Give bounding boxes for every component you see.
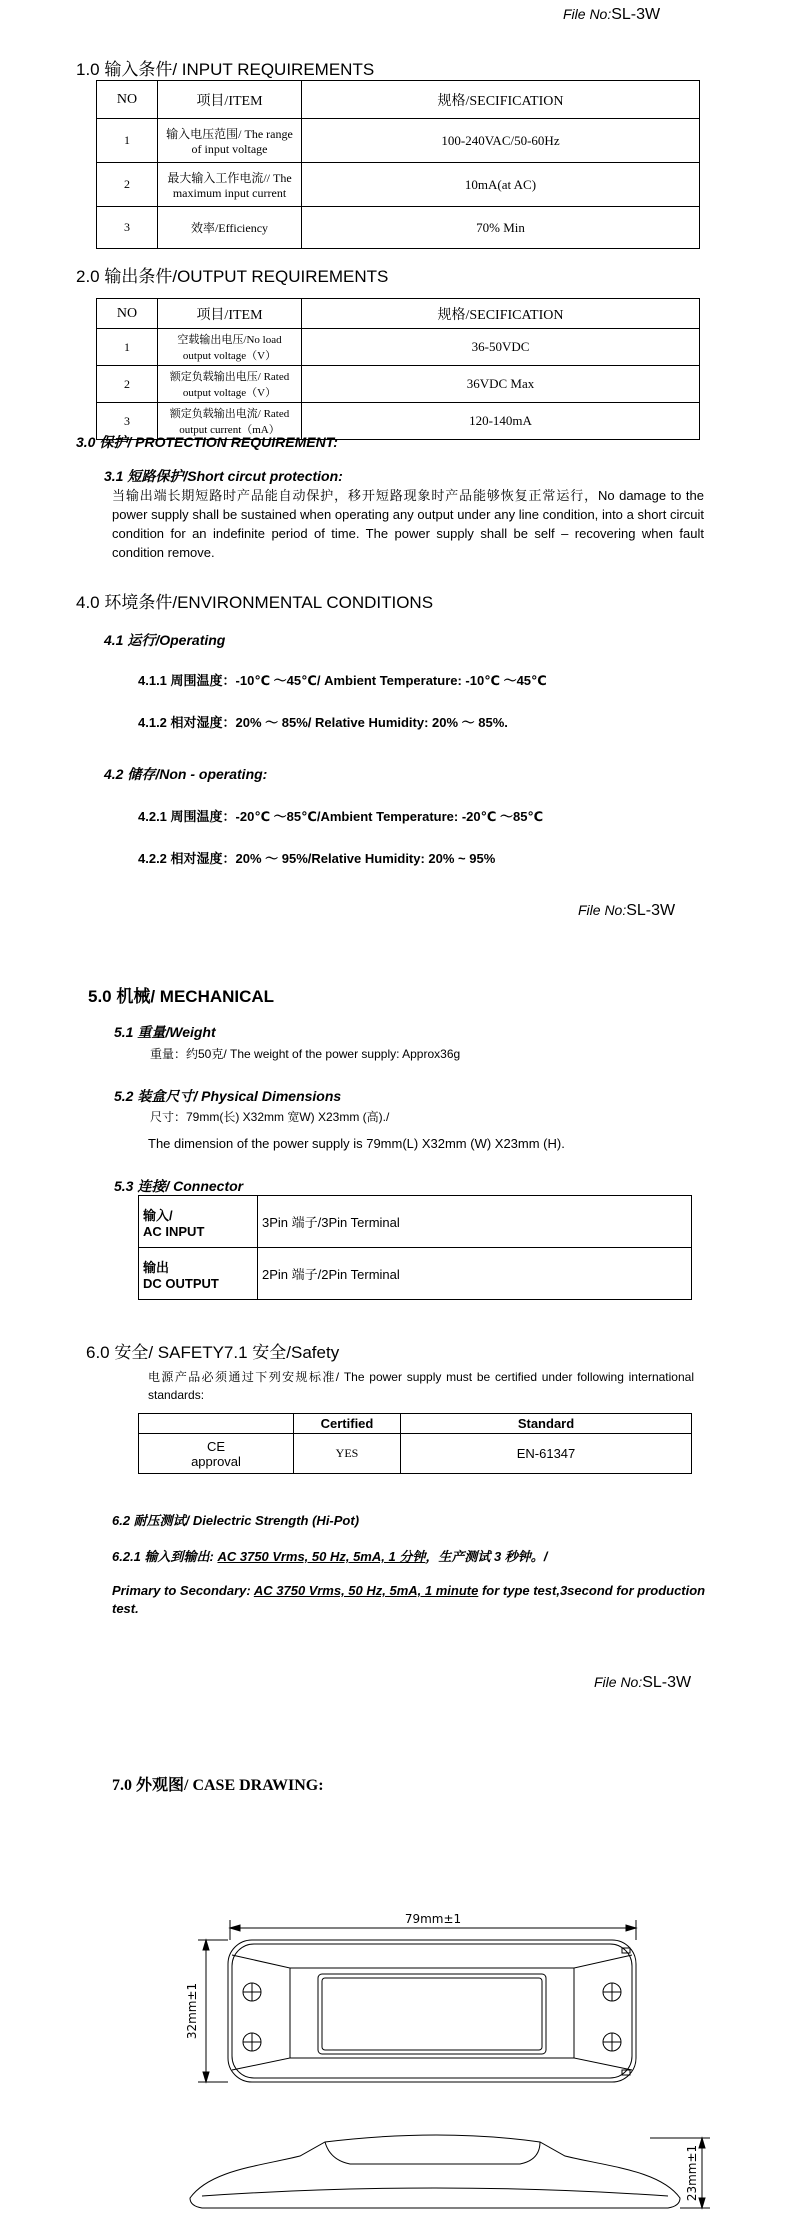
safety-standards-table [138,1413,692,1474]
table-row: 3 效率/Efficiency 70% Min [97,207,700,249]
height-dimension-label: 23mm±1 [685,2144,699,2202]
table-row: 1 输入电压范围/ The range of input voltage 100-240VAC/50-60Hz [97,119,700,163]
table-row: 2 最大输入工作电流// The maximum input current 10mA(at AC) [97,163,700,207]
operating-humidity: 4.1.2 相对湿度：20% ～ 85%/ Relative Humidity: 20% ～ 85%. [138,715,508,730]
screw-hole-icon [603,2033,621,2051]
table-header-row: NO 项目/ITEM 规格/SECIFICATION [97,299,700,329]
section-1-title: 1.0 输入条件/ INPUT REQUIREMENTS [76,60,375,79]
section-4-title: 4.0 环境条件/ENVIRONMENTAL CONDITIONS [76,593,434,612]
table-header-row: Certified Standard [139,1414,692,1434]
hipot-cn-line: 6.2.1 输入到输出: AC 3750 Vrms, 50 Hz, 5mA, 1 分钟，生产测试 3 秒钟。/ [112,1549,548,1564]
weight-text: 重量：约50克/ The weight of the power supply: Approx36g [150,1047,461,1061]
screw-hole-icon [243,2033,261,2051]
label-recess [318,1974,546,2054]
length-dimension-label: 79mm±1 [404,1912,462,1926]
file-number: File No:SL-3W [578,902,676,919]
hipot-en-line: Primary to Secondary: AC 3750 Vrms, 50 Hz, 5mA, 1 minute for type test,3second for production test. [112,1583,706,1616]
short-circuit-title: 3.1 短路保护/Short circut protection: [104,468,343,484]
input-requirements-table [96,80,700,249]
section-6-title: 6.0 安全/ SAFETY7.1 安全/Safety [86,1343,340,1362]
table-row: CE approval YES EN-61347 [139,1434,692,1474]
section-5-title: 5.0 机械/ MECHANICAL [88,987,275,1006]
table-row: 输入/ AC INPUT 3Pin 端子/3Pin Terminal [139,1196,692,1248]
section-2-title: 2.0 输出条件/OUTPUT REQUIREMENTS [76,267,389,286]
file-number: File No:SL-3W [594,1674,692,1691]
table-row: 输出 DC OUTPUT 2Pin 端子/2Pin Terminal [139,1248,692,1300]
storage-humidity: 4.2.2 相对湿度：20% ～ 95%/Relative Humidity: 20% ~ 95% [138,851,496,866]
operating-temperature: 4.1.1 周围温度：-10℃ ～45℃/ Ambient Temperature: -10℃ ～45℃ [138,673,547,688]
screw-hole-icon [603,1983,621,2001]
connector-title: 5.3 连接/ Connector [114,1178,244,1194]
section-3-title: 3.0 保护/ PROTECTION REQUIREMENT: [76,434,338,450]
section-7-title: 7.0 外观图/ CASE DRAWING: [112,1777,324,1794]
case-top-outline [228,1940,636,2082]
table-row: 2 额定负载输出电压/ Rated output voltage（V） 36VDC Max [97,366,700,403]
case-side-outline [190,2135,680,2208]
width-dimension-label: 32mm±1 [185,1982,199,2040]
case-drawing [150,1880,710,2240]
operating-title: 4.1 运行/Operating [104,632,226,648]
output-requirements-table [96,298,700,440]
dimensions-en: The dimension of the power supply is 79mm(L) X32mm (W) X23mm (H). [148,1136,565,1151]
dimensions-title: 5.2 装盒尺寸/ Physical Dimensions [114,1088,342,1104]
connector-table [138,1195,692,1300]
storage-temperature: 4.2.1 周围温度：-20℃ ～85℃/Ambient Temperature: -20℃ ～85℃ [138,809,544,824]
screw-hole-icon [243,1983,261,2001]
table-header-row: NO 项目/ITEM 规格/SECIFICATION [97,81,700,119]
file-number: File No:SL-3W [563,6,661,23]
right-flap [574,1955,632,2070]
left-flap [232,1955,290,2070]
dimensions-cn: 尺寸：79mm(长) X32mm 宽W) X23mm (高)./ [150,1110,390,1124]
safety-paragraph: 电源产品必须通过下列安规标准/ The power supply must be certified under following international standards: [148,1370,694,1402]
table-row: 1 空载输出电压/No load output voltage（V） 36-50VDC [97,329,700,366]
hipot-title: 6.2 耐压测试/ Dielectric Strength (Hi-Pot) [112,1513,360,1528]
weight-title: 5.1 重量/Weight [114,1024,216,1040]
table-row: 3 额定负载输出电流/ Rated output current（mA） 120-140mA [97,403,700,440]
short-circuit-paragraph: 当输出端长期短路时产品能自动保护，移开短路现象时产品能够恢复正常运行，No damage to the power supply shall be sustained when operating any output under any line condition, into a short circuit condition for an indefinite period of time. The power supply shall be self – recovering when fault condition remove. [112,488,704,560]
non-operating-title: 4.2 储存/Non - operating: [104,766,268,782]
